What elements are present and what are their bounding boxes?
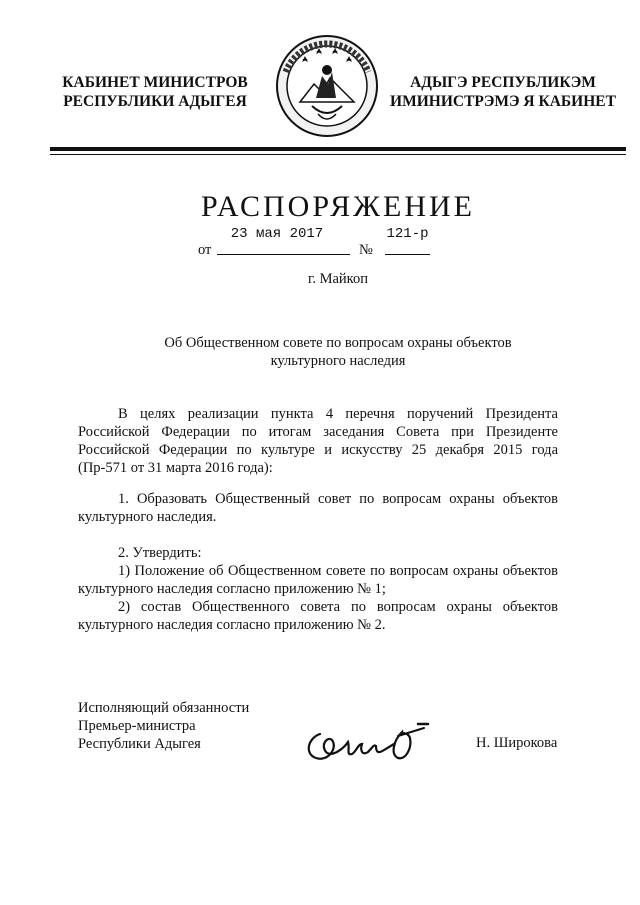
item-2 (78, 544, 558, 634)
signatory-line1: Исполняющий обязанности (78, 700, 250, 716)
header-right-title (384, 73, 622, 111)
signatory-line3: Республики Адыгея (78, 736, 201, 752)
intro-paragraph (78, 405, 558, 477)
item-2-heading: 2. Утвердить: (118, 545, 202, 561)
signatory-line2: Премьер-министра (78, 718, 196, 734)
header-left-line1: КАБИНЕТ МИНИСТРОВ (62, 74, 248, 91)
header-left-title (50, 73, 260, 111)
number-underline (385, 254, 430, 255)
date-underline (217, 254, 350, 255)
city: г. Майкоп (308, 271, 368, 287)
document-subject (100, 334, 576, 370)
header-divider-thick (50, 147, 626, 151)
number-label: № (359, 242, 373, 258)
number-value: 121-р (386, 226, 429, 242)
subject-line1: Об Общественном совете по вопросам охраны объектов (164, 335, 512, 351)
item-2-1-text: 1) Положение об Общественном совете по вопросам охраны объектов культурного наследия согласно приложению № 1; (78, 563, 558, 597)
signatory-position (78, 699, 249, 753)
item-1 (78, 490, 558, 526)
signatory-name: Н. Широкова (476, 735, 558, 751)
handwritten-signature-icon (298, 718, 438, 768)
item-2-2-text: 2) состав Общественного совета по вопросам охраны объектов культурного наследия согласно приложению № 2. (78, 599, 558, 633)
item-1-text: 1. Образовать Общественный совет по вопросам охраны объектов культурного наследия. (78, 491, 558, 525)
header-right-line1: АДЫГЭ РЕСПУБЛИКЭМ (410, 74, 596, 91)
date-value: 23 мая 2017 (230, 226, 324, 242)
header-right-line2: ИМИНИСТРЭМЭ Я КАБИНЕТ (390, 93, 616, 110)
date-label: от (198, 242, 212, 258)
intro-text: В целях реализации пункта 4 перечня поручений Президента Российской Федерации по итогам заседания Совета при Президенте Российской Федерации по культуре и искусству 25 декабря 2015 года (Пр-571 от 31 марта 2016 года): (78, 406, 558, 476)
header-divider-thin (50, 154, 626, 155)
header-left-line2: РЕСПУБЛИКИ АДЫГЕЯ (63, 93, 247, 110)
subject-line2: культурного наследия (270, 353, 406, 369)
coat-of-arms-icon (272, 32, 382, 140)
document-title: РАСПОРЯЖЕНИЕ (200, 190, 476, 223)
